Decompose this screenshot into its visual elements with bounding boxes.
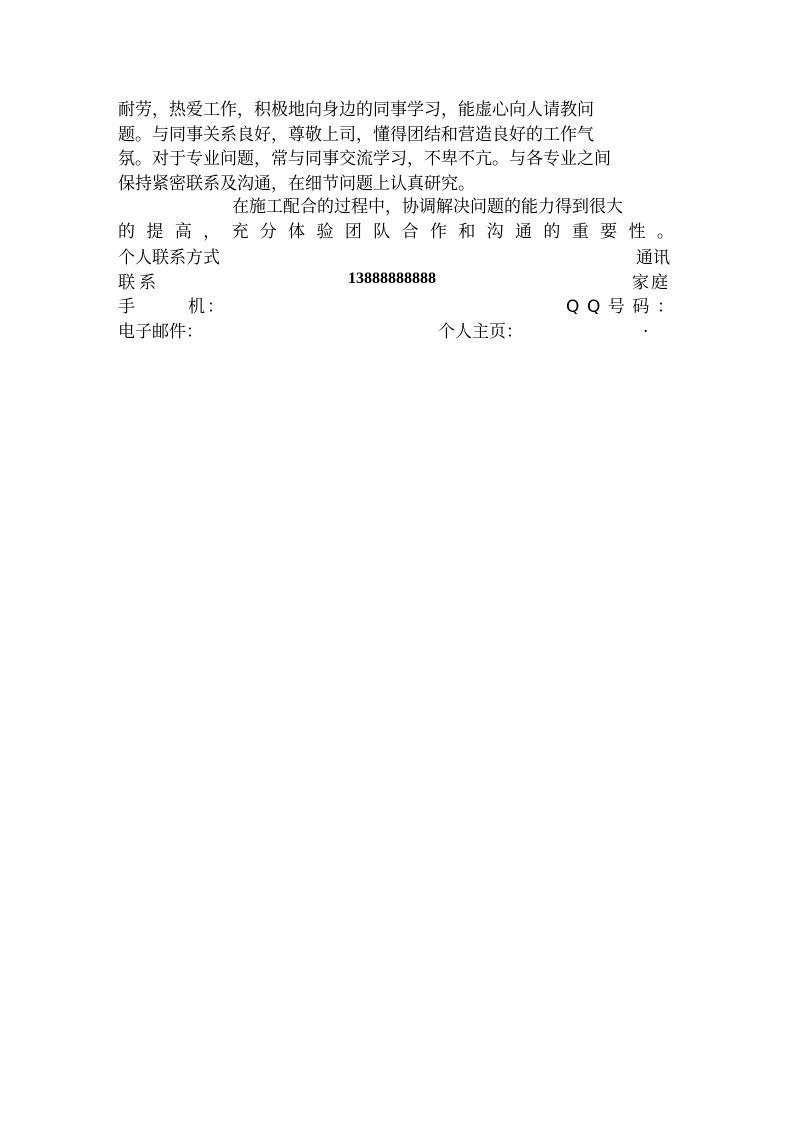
justified-char: 团 xyxy=(344,221,362,242)
trailing-dot: . xyxy=(643,317,649,337)
justified-char: Q xyxy=(586,297,601,317)
paragraph-line: 保持紧密联系及沟通，在细节问题上认真研究。 xyxy=(118,173,475,194)
email-label: 电子邮件： xyxy=(118,322,203,342)
justified-char: 的 xyxy=(118,221,135,242)
justified-char: 和 xyxy=(458,221,476,242)
justified-char: 沟 xyxy=(486,221,504,242)
justified-char: ， xyxy=(203,221,221,242)
justified-char: 充 xyxy=(231,221,249,242)
justified-char: 高 xyxy=(174,221,192,242)
justified-char: 队 xyxy=(373,221,391,242)
paragraph-line: 耐劳，热爱工作，积极地向身边的同事学习，能虚心向人请教问 xyxy=(118,100,594,120)
qq-label xyxy=(566,292,674,317)
justified-char: 通 xyxy=(515,221,533,242)
justified-char: 合 xyxy=(401,221,419,242)
phone-value: 13888888888 xyxy=(348,270,436,287)
home-phone-label: 家庭 xyxy=(632,273,670,293)
justified-char: 码 xyxy=(632,297,650,317)
paragraph-line: 在施工配合的过程中，协调解决问题的能力得到很大 xyxy=(232,197,623,217)
homepage-label: 个人主页： xyxy=(438,322,523,342)
justified-char: 性 xyxy=(628,221,646,242)
justified-char: 要 xyxy=(600,221,618,242)
contact-heading: 个人联系方式 xyxy=(118,248,220,268)
paragraph-line: 题。与同事关系良好，尊敬上司，懂得团结和营造良好的工作气 xyxy=(118,124,594,145)
paragraph-line: 氛。对于专业问题，常与同事交流学习，不卑不亢。与各专业之间 xyxy=(118,149,611,169)
mobile-label-part2: 机： xyxy=(188,297,226,317)
justified-char: ： xyxy=(656,297,674,317)
justified-char: 提 xyxy=(146,221,164,242)
justified-char: 的 xyxy=(543,221,561,242)
address-label: 通讯 xyxy=(636,248,670,268)
justified-char: 号 xyxy=(607,297,625,317)
justified-char: 分 xyxy=(259,221,277,242)
address-label-cont: 联系 xyxy=(118,273,160,293)
justified-char: 验 xyxy=(316,221,334,242)
mobile-label-part1: 手 xyxy=(118,297,135,317)
paragraph-construction xyxy=(118,195,674,244)
paragraph-line-justified xyxy=(118,220,674,245)
justified-char: Q xyxy=(566,297,580,317)
justified-char: 。 xyxy=(656,221,674,242)
justified-char: 体 xyxy=(288,221,306,242)
justified-char: 重 xyxy=(571,221,589,242)
paragraph-self-evaluation xyxy=(118,98,674,196)
justified-char: 作 xyxy=(429,221,447,242)
